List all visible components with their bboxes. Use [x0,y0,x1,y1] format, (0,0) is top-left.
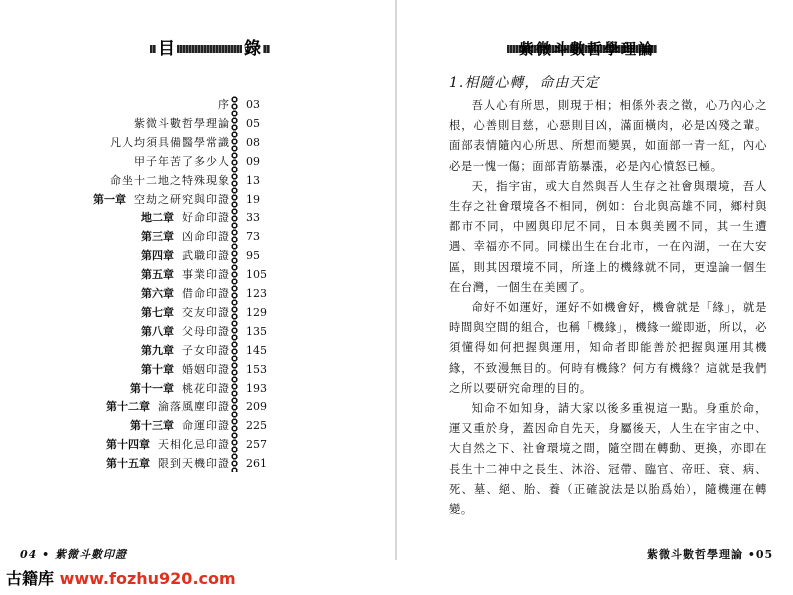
toc-entry-label [130,417,230,435]
toc-chapter-number: 第十四章 [106,438,150,452]
chapter-header [507,40,657,58]
body-text [449,96,767,520]
toc-page-number: 13 [246,173,260,187]
toc-entry-title: 桃花印證 [182,381,230,395]
toc-entry [0,455,396,473]
toc-chapter-number: 第十一章 [130,381,174,395]
toc-entry [0,380,396,398]
toc-page-number: 209 [246,400,267,414]
toc-chapter-number: 地二章 [141,211,174,225]
toc-entry-title: 甲子年苦了多少人 [134,154,230,168]
toc-entry [0,96,396,114]
paragraph: 天，指宇宙，或大自然與吾人生存之社會與環境，吾人生存之社會環境各不相同，例如：台北與高雄不同，鄉村與都市不同，中國與印尼不同，日本與美國不同，其一生遭遇、幸福亦不同。同樣出生在台北市，一在內湖，一在大安區，則其因環境不同，所逢上的機緣就不同，更遑論一個生在台灣，一個生在美國了。 [449,179,767,294]
toc-entry-label [110,134,230,152]
toc-page-number: 135 [246,324,267,338]
toc-entry-title: 空劫之研究與印證 [134,192,230,206]
toc-entry-title: 好命印證 [182,211,230,225]
toc-entry-label [110,172,230,190]
toc-entry-label [141,361,230,379]
toc-entry [0,361,396,379]
toc-page-number: 95 [246,249,260,263]
toc-chapter-number: 第三章 [141,230,174,244]
toc-entry [0,266,396,284]
toc-header-char-2: 錄 [244,39,261,59]
toc-entry-title: 父母印證 [182,324,230,338]
toc-page-number: 03 [246,98,260,111]
toc-page-number: 129 [246,305,267,319]
toc-page-number: 123 [246,287,267,300]
toc-entry-label [106,455,230,473]
toc-chapter-number: 第一章 [93,192,126,206]
toc-entry [0,247,396,265]
toc-page-number: 73 [246,230,260,244]
toc-chapter-number: 第四章 [141,249,174,263]
toc-entry [0,342,396,360]
toc-entry-label [141,228,230,246]
left-page [0,0,396,595]
toc-chapter-number: 第十章 [141,362,174,376]
toc-page-number: 08 [246,135,260,149]
toc-entry [0,172,396,190]
toc-entry-title: 凡人均須具備醫學常識 [110,135,230,149]
toc-page-number: 33 [246,211,260,225]
paragraph: 知命不如知身，請大家以後多重視這一點。身重於命，運又重於身，蓋因命自先天，身屬後天，人生在宇宙之中、大自然之下、社會環境之間，隨空間在轉動、更換，亦即在長生十二神中之長生、沐浴、冠帶、臨官、帝旺、衰、病、死、墓、絕、胎、養（正確說法是以胎爲始），隨機運在轉變。 [449,402,767,517]
toc-page-number: 145 [246,343,267,357]
toc-entry-title: 天相化忌印證 [158,438,230,452]
toc-entry-title: 子女印證 [182,343,230,357]
toc-entry-label [130,380,230,398]
toc-page-number: 193 [246,381,267,395]
toc-chapter-number: 第十二章 [106,400,150,414]
toc-header [150,40,270,58]
toc-entry [0,436,396,454]
toc-entry-label [134,153,230,171]
watermark-url: www.fozhu920.com [59,569,236,588]
toc-entry-title: 借命印證 [182,287,230,300]
toc-page-number: 225 [246,419,267,433]
toc-entry-title: 限到天機印證 [158,457,230,471]
toc-page-number: 105 [246,268,267,282]
toc-entry-title: 凶命印證 [182,230,230,244]
toc-entry-title: 紫微斗數哲學理論 [134,116,230,130]
toc-entry-label [141,209,230,227]
toc-entry-label [141,247,230,265]
toc-page-number: 261 [246,457,267,471]
toc-entry-label [218,96,230,114]
toc-entry-label [141,266,230,284]
toc-entry-title: 婚姻印證 [182,362,230,376]
toc-entry [0,134,396,152]
toc-page-number: 05 [246,116,260,130]
toc-entry [0,398,396,416]
right-page-footer: 紫微斗數哲學理論 •05 [647,548,774,561]
toc-entry [0,153,396,171]
toc-chapter-number: 第七章 [141,305,174,319]
paragraph: 吾人心有所思，則現于相；相係外表之徵，心乃內心之根，心善則目慈，心惡則目凶，滿面橫肉，必是凶殘之輩。面部表情隨內心所思、所想而變異，如面部一青一紅，內心必是一愧一傷；面部青筋暴漲，必是內心憤怒已極。 [449,99,767,173]
toc-entry-label [106,398,230,416]
toc-entry-title: 序 [218,98,230,111]
chapter-header-text: 紫微斗數哲學理論 [519,40,656,58]
toc-entry [0,228,396,246]
section-title: 1.相隨心轉，命由天定 [449,75,600,91]
toc-entry [0,417,396,435]
toc-entry-title: 事業印證 [182,268,230,282]
toc-entry-title: 武職印證 [182,249,230,263]
toc-entry [0,323,396,341]
toc-entry-title: 交友印證 [182,305,230,319]
toc-chapter-number: 第五章 [141,268,174,282]
toc-entry [0,209,396,227]
watermark-name: 古籍库 [6,569,55,588]
toc-page-number: 153 [246,362,267,376]
toc-header-char-1: 目 [158,39,175,59]
toc-entry [0,191,396,209]
toc-entry-label [141,342,230,360]
toc-page-number: 257 [246,438,267,452]
toc-entry-title: 淪落風塵印證 [158,400,230,414]
toc-page-number: 19 [246,192,260,206]
toc-page-number: 09 [246,154,260,168]
toc-entry [0,304,396,322]
toc-entry [0,115,396,133]
toc-entry-label [134,115,230,133]
left-page-footer: 04 • 紫微斗數印證 [20,548,127,561]
toc-entry-label [141,304,230,322]
toc-entry-label [93,191,230,209]
toc-chapter-number: 第八章 [141,324,174,338]
toc-chapter-number: 第十三章 [130,419,174,433]
toc-entry-label [106,436,230,454]
site-watermark [6,566,236,589]
toc-chapter-number: 第九章 [141,343,174,357]
toc-entry-title: 命坐十二地之特殊現象 [110,173,230,187]
paragraph: 命好不如運好，運好不如機會好，機會就是「緣」，就是時間與空間的組合，也稱「機緣」，機緣一縱即逝，所以，必須懂得如何把握與運用，知命者即能善於把握與運用其機緣，不致漫無目的。何時有機緣？何方有機緣？這就是我們之所以要研究命理的目的。 [449,301,767,395]
toc-chapter-number: 第十五章 [106,457,150,471]
toc-entry-label [141,285,230,303]
toc-chapter-number: 第六章 [141,287,174,300]
right-page [397,0,793,595]
toc-entry-title: 命運印證 [182,419,230,433]
toc-entry [0,285,396,303]
toc-entry-label [141,323,230,341]
